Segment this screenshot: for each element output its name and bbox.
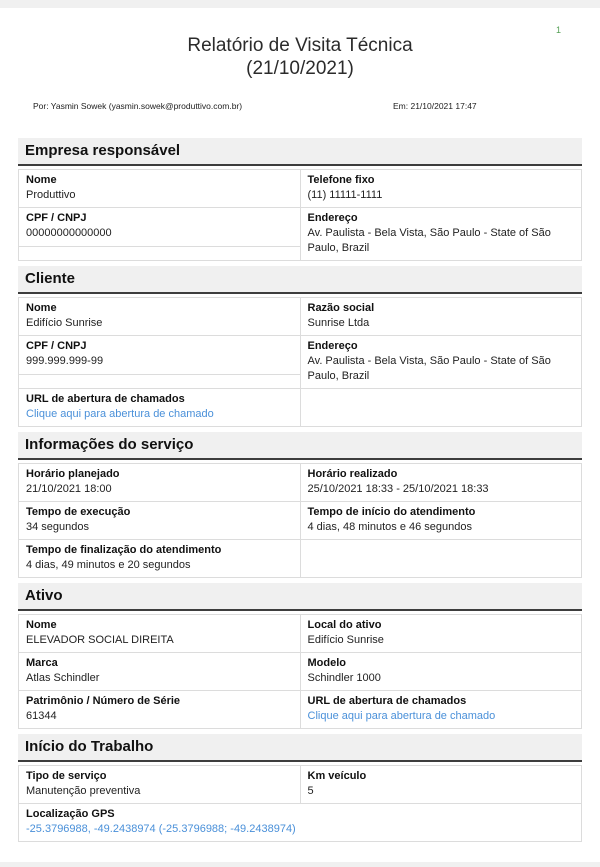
table-row [19, 464, 582, 502]
section-inicio-trabalho [18, 734, 582, 842]
report-author: Por: Yasmin Sowek (yasmin.sowek@produttivo.com.br) [33, 101, 243, 111]
section-informacoes-servico [18, 432, 582, 578]
field-cliente-cpf-cnpj [19, 336, 301, 375]
field-label: URL de abertura de chamados [26, 393, 185, 405]
field-label: Horário planejado [26, 468, 120, 480]
field-tipo-servico [19, 766, 301, 804]
table-row [19, 170, 582, 208]
field-ativo-modelo [300, 653, 582, 691]
field-label: CPF / CNPJ [26, 340, 87, 352]
field-ativo-patrimonio [19, 691, 301, 729]
page-title-line1: Relatório de Visita Técnica [187, 35, 413, 56]
field-label: Tipo de serviço [26, 770, 107, 782]
field-cliente-endereco [300, 336, 582, 389]
field-horario-realizado [300, 464, 582, 502]
section-empresa-responsavel [18, 138, 582, 261]
page-number: 1 [555, 25, 561, 35]
section-title-servico: Informações do serviço [18, 432, 582, 460]
section-cliente [18, 266, 582, 427]
field-label: Telefone fixo [307, 174, 375, 186]
field-label: Marca [26, 657, 58, 669]
open-ticket-link[interactable]: Clique aqui para abertura de chamado [26, 408, 214, 420]
table-row [19, 766, 582, 804]
field-label: Patrimônio / Número de Série [26, 695, 181, 707]
field-value: 00000000000000 [26, 227, 112, 239]
field-empresa-endereco [300, 208, 582, 261]
field-cliente-url-chamados [19, 389, 301, 427]
field-label: Nome [26, 174, 57, 186]
field-value: Sunrise Ltda [307, 317, 370, 329]
field-value: 999.999.999-99 [26, 355, 104, 367]
field-label: Local do ativo [307, 619, 382, 631]
table-row [19, 615, 582, 653]
field-empresa-nome [19, 170, 301, 208]
inicio-trabalho-table [18, 765, 582, 842]
field-cliente-nome [19, 298, 301, 336]
field-label: Nome [26, 302, 57, 314]
field-value: 4 dias, 49 minutos e 20 segundos [26, 559, 191, 571]
field-tempo-finalizacao [19, 540, 301, 578]
empty-cell [300, 540, 582, 578]
empty-cell [19, 375, 301, 389]
field-value: 4 dias, 48 minutos e 46 segundos [307, 521, 473, 533]
field-value: Av. Paulista - Bela Vista, São Paulo - State of São Paulo, Brazil [307, 355, 551, 382]
cliente-table [18, 297, 582, 427]
section-title-inicio-trabalho: Início do Trabalho [18, 734, 582, 762]
table-row [19, 298, 582, 336]
field-ativo-marca [19, 653, 301, 691]
page-title-line2: (21/10/2021) [246, 58, 354, 79]
table-row [19, 540, 582, 578]
empty-cell [300, 389, 582, 427]
field-value: 61344 [26, 710, 57, 722]
open-ticket-link[interactable]: Clique aqui para abertura de chamado [307, 710, 496, 722]
field-value: (11) 11111-1111 [307, 189, 383, 201]
field-label: Endereço [307, 212, 358, 224]
table-row [19, 208, 582, 247]
field-label: URL de abertura de chamados [307, 695, 467, 707]
page-title [18, 34, 582, 80]
report-page [0, 8, 600, 862]
section-title-empresa: Empresa responsável [18, 138, 582, 166]
field-label: Localização GPS [26, 808, 115, 820]
section-title-cliente: Cliente [18, 266, 582, 294]
field-empresa-telefone [300, 170, 582, 208]
byline [18, 101, 582, 112]
field-label: Razão social [307, 302, 375, 314]
field-label: Tempo de execução [26, 506, 131, 518]
field-localizacao-gps [19, 804, 582, 842]
field-label: Tempo de finalização do atendimento [26, 544, 222, 556]
section-ativo [18, 583, 582, 729]
field-label: Horário realizado [307, 468, 398, 480]
section-title-ativo: Ativo [18, 583, 582, 611]
ativo-table [18, 614, 582, 729]
field-label: Endereço [307, 340, 358, 352]
field-ativo-url-chamados [300, 691, 582, 729]
field-value: 21/10/2021 18:00 [26, 483, 112, 495]
field-value: Produttivo [26, 189, 76, 201]
table-row [19, 653, 582, 691]
field-value: 5 [307, 785, 314, 797]
field-value: Edifício Sunrise [26, 317, 103, 329]
field-ativo-local [300, 615, 582, 653]
table-row [19, 502, 582, 540]
field-label: Modelo [307, 657, 346, 669]
field-value: Manutenção preventiva [26, 785, 141, 797]
field-value: 25/10/2021 18:33 - 25/10/2021 18:33 [307, 483, 489, 495]
table-row [19, 691, 582, 729]
field-ativo-nome [19, 615, 301, 653]
field-label: Nome [26, 619, 57, 631]
field-tempo-execucao [19, 502, 301, 540]
field-km-veiculo [300, 766, 582, 804]
report-generated-at: Em: 21/10/2021 17:47 [393, 101, 477, 111]
gps-coordinates-link[interactable]: -25.3796988, -49.2438974 (-25.3796988; -49.2438974) [26, 823, 296, 835]
field-value: ELEVADOR SOCIAL DIREITA [26, 634, 174, 646]
field-horario-planejado [19, 464, 301, 502]
table-row [19, 336, 582, 375]
table-row [19, 389, 582, 427]
field-label: CPF / CNPJ [26, 212, 87, 224]
table-row [19, 804, 582, 842]
field-label: Km veículo [307, 770, 367, 782]
field-empresa-cpf-cnpj [19, 208, 301, 247]
empty-cell [19, 247, 301, 261]
field-value: Edifício Sunrise [307, 634, 384, 646]
field-cliente-razao-social [300, 298, 582, 336]
field-value: Schindler 1000 [307, 672, 381, 684]
field-value: Atlas Schindler [26, 672, 100, 684]
field-tempo-inicio-atendimento [300, 502, 582, 540]
field-value: 34 segundos [26, 521, 89, 533]
field-value: Av. Paulista - Bela Vista, São Paulo - State of São Paulo, Brazil [307, 227, 551, 254]
empresa-table [18, 169, 582, 261]
field-label: Tempo de início do atendimento [307, 506, 476, 518]
servico-table [18, 463, 582, 578]
